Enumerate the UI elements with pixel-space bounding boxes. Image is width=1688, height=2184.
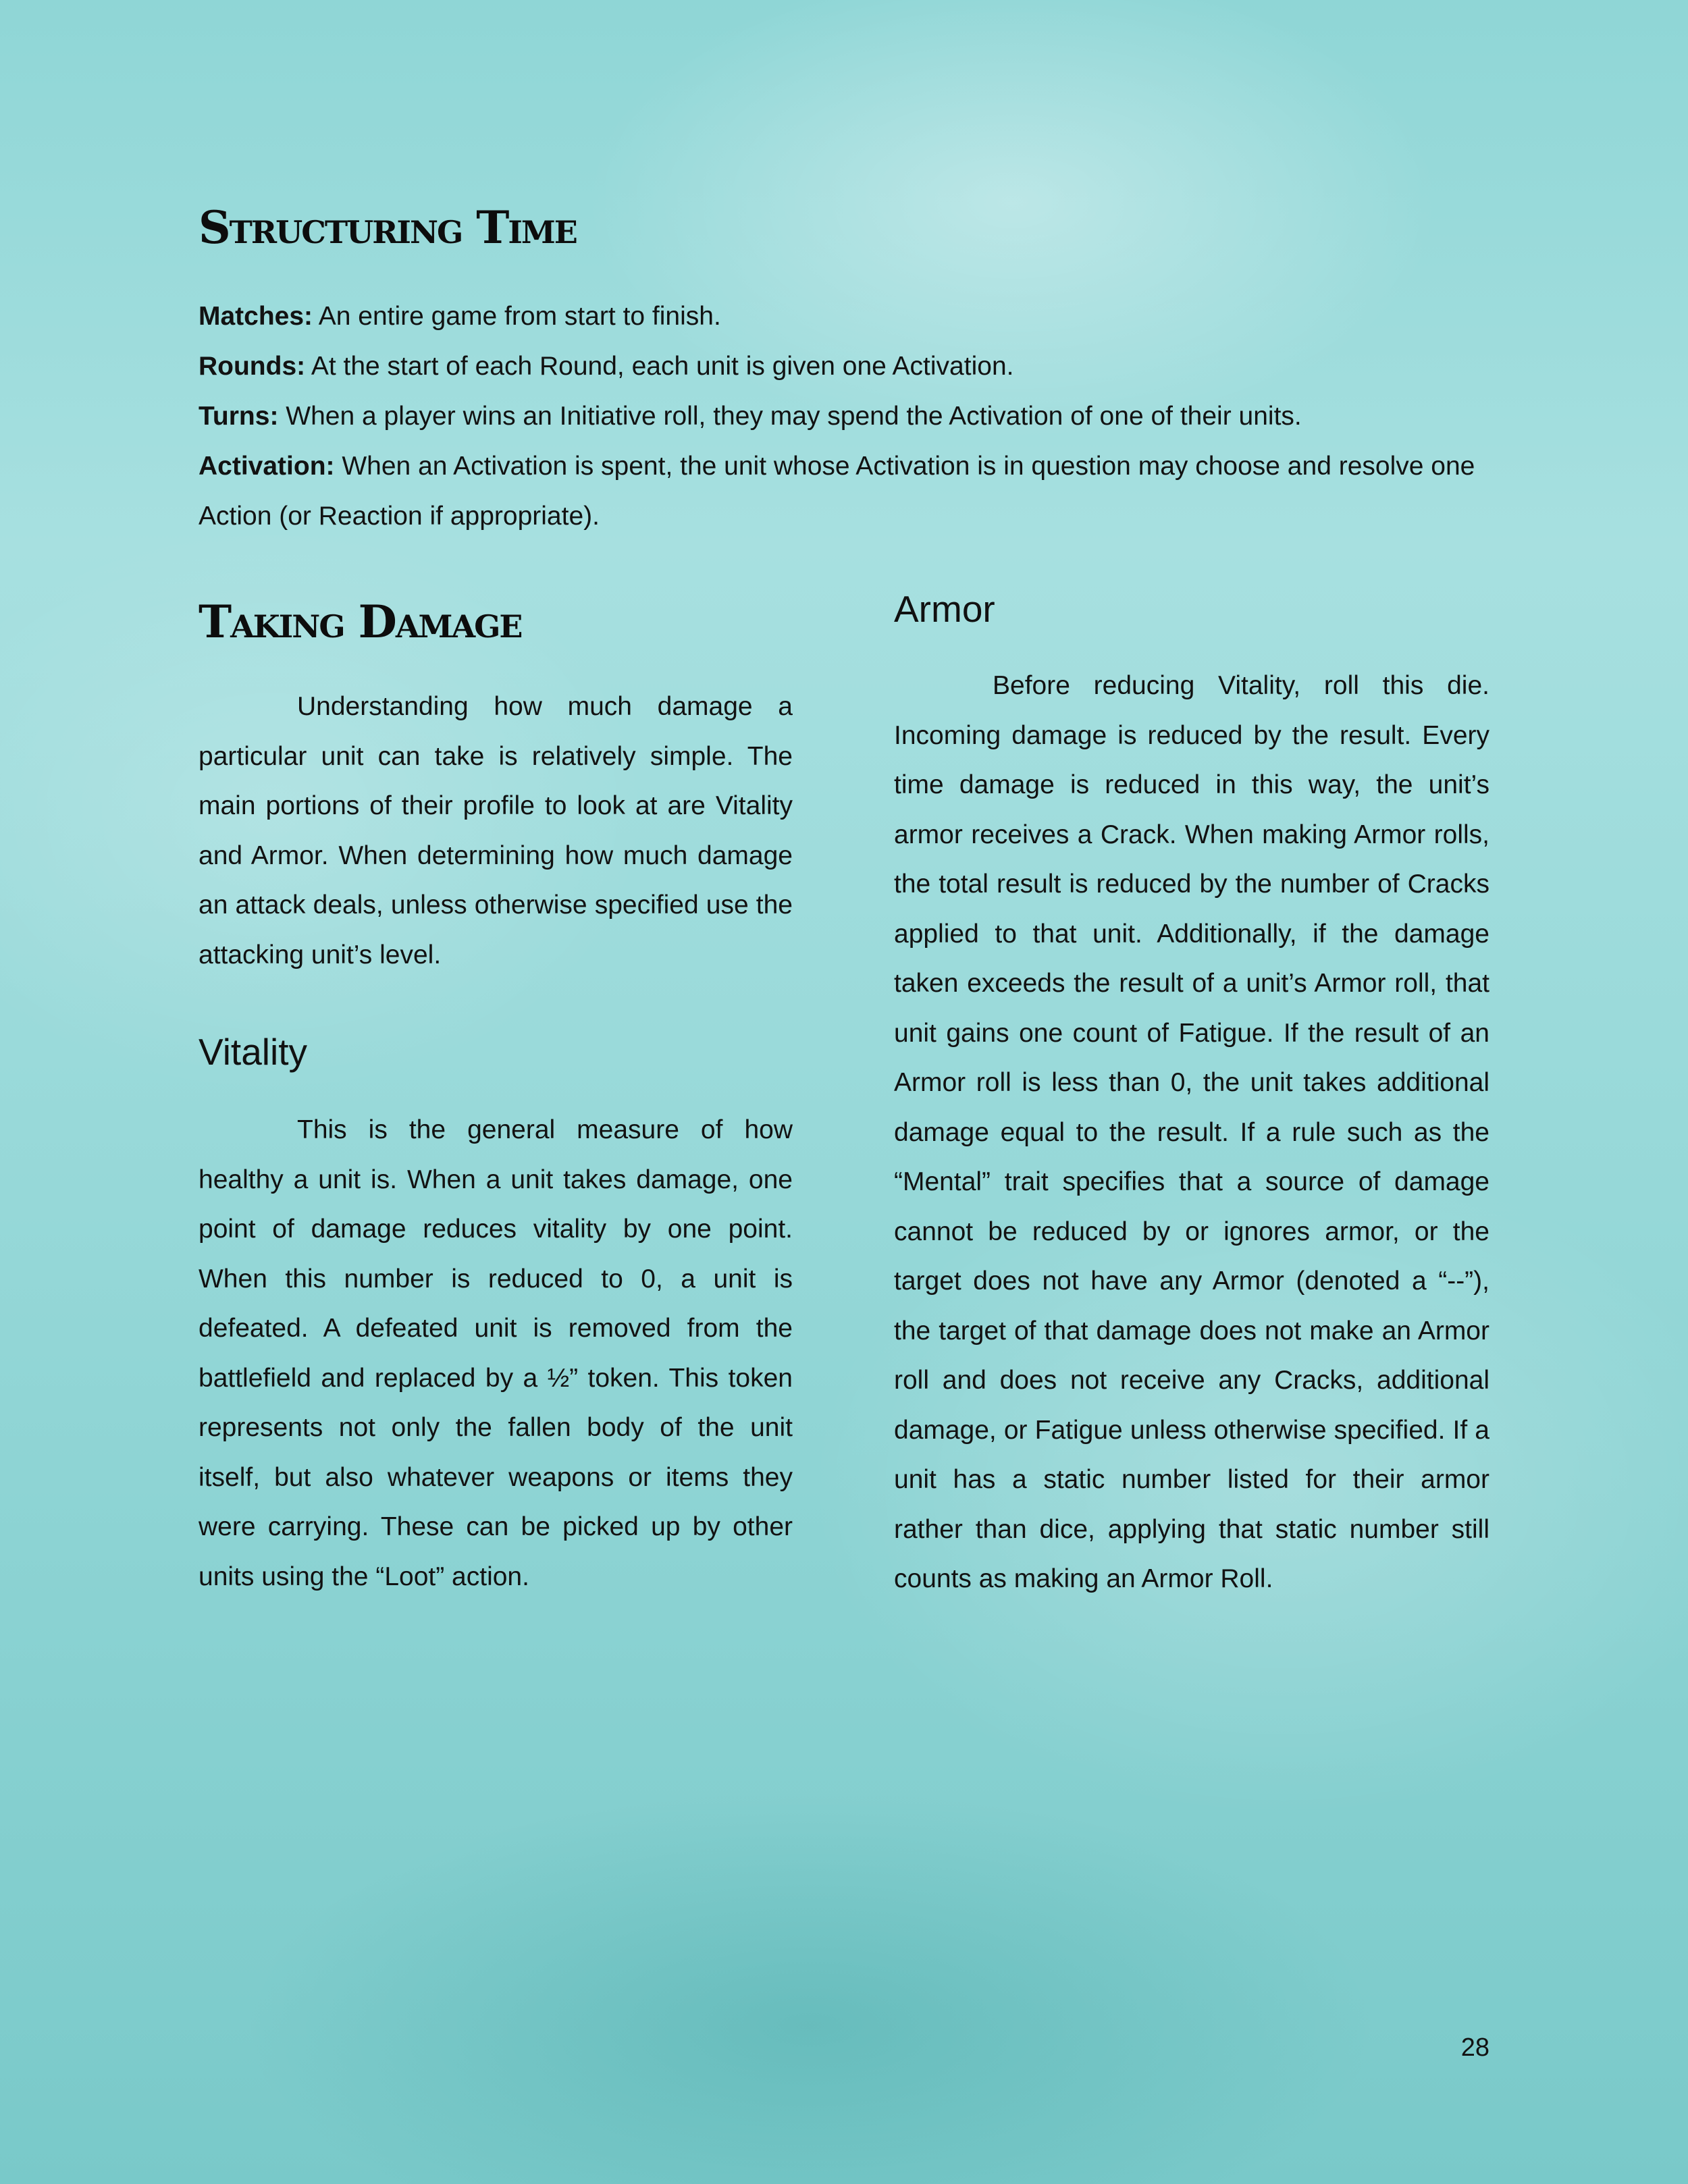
definition-list xyxy=(199,292,1489,541)
page-number: 28 xyxy=(1460,2033,1489,2062)
structuring-time-heading: Structuring Time xyxy=(199,201,577,254)
taking-damage-paragraph xyxy=(199,682,793,980)
armor-paragraph xyxy=(894,661,1489,1604)
vitality-heading: Vitality xyxy=(199,1031,307,1073)
definition-rounds xyxy=(199,342,1489,392)
definition-turns xyxy=(199,392,1489,442)
taking-damage-heading: Taking Damage xyxy=(199,595,522,648)
definition-term: Activation: xyxy=(199,452,335,481)
definition-term: Matches: xyxy=(199,302,313,331)
definition-text: At the start of each Round, each unit is given one Activation. xyxy=(305,352,1014,381)
armor-text: Before reducing Vitality, roll this die. Incoming damage is reduced by the result. Every time damage is reduced in this way, the unit’s armor receives a Crack. When making Armor rolls, the total result is reduced by the number of Cracks applied to that unit. Additionally, if the damage taken exceeds the result of a unit’s Armor roll, that unit gains one count of Fatigue. If the result of an Armor roll is less than 0, the unit takes additional damage equal to the result. If a rule such as the “Mental” trait specifies that a source of damage cannot be reduced by or ignores armor, or the target does not have any Armor (denoted a “--”), the target of that damage does not make an Armor roll and does not receive any Cracks, additional damage, or Fatigue unless otherwise specified. If a unit has a static number listed for their armor rather than dice, applying that static number still counts as making an Armor Roll. xyxy=(894,671,1489,1593)
taking-damage-text: Understanding how much damage a particular unit can take is relatively simple. The main portions of their profile to look at are Vitality and Armor. When determining how much damage an attack deals, unless otherwise specified use the attacking unit’s level. xyxy=(199,692,793,969)
definition-activation xyxy=(199,442,1489,541)
definition-term: Rounds: xyxy=(199,352,306,381)
definition-matches xyxy=(199,292,1489,342)
vitality-paragraph xyxy=(199,1105,793,1601)
vitality-text: This is the general measure of how healthy a unit is. When a unit takes damage, one point of damage reduces vitality by one point. When this number is reduced to 0, a unit is defeated. A defeated unit is removed from the battlefield and replaced by a ½” token. This token represents not only the fallen body of the unit itself, but also whatever weapons or items they were carrying. These can be picked up by other units using the “Loot” action. xyxy=(199,1115,793,1591)
armor-heading: Armor xyxy=(894,588,995,630)
definition-term: Turns: xyxy=(199,402,279,431)
definition-text: When an Activation is spent, the unit whose Activation is in question may choose and resolve one Action (or Reaction if appropriate). xyxy=(199,452,1475,531)
definition-text: When a player wins an Initiative roll, they may spend the Activation of one of their units. xyxy=(278,402,1302,431)
definition-text: An entire game from start to finish. xyxy=(313,302,721,331)
